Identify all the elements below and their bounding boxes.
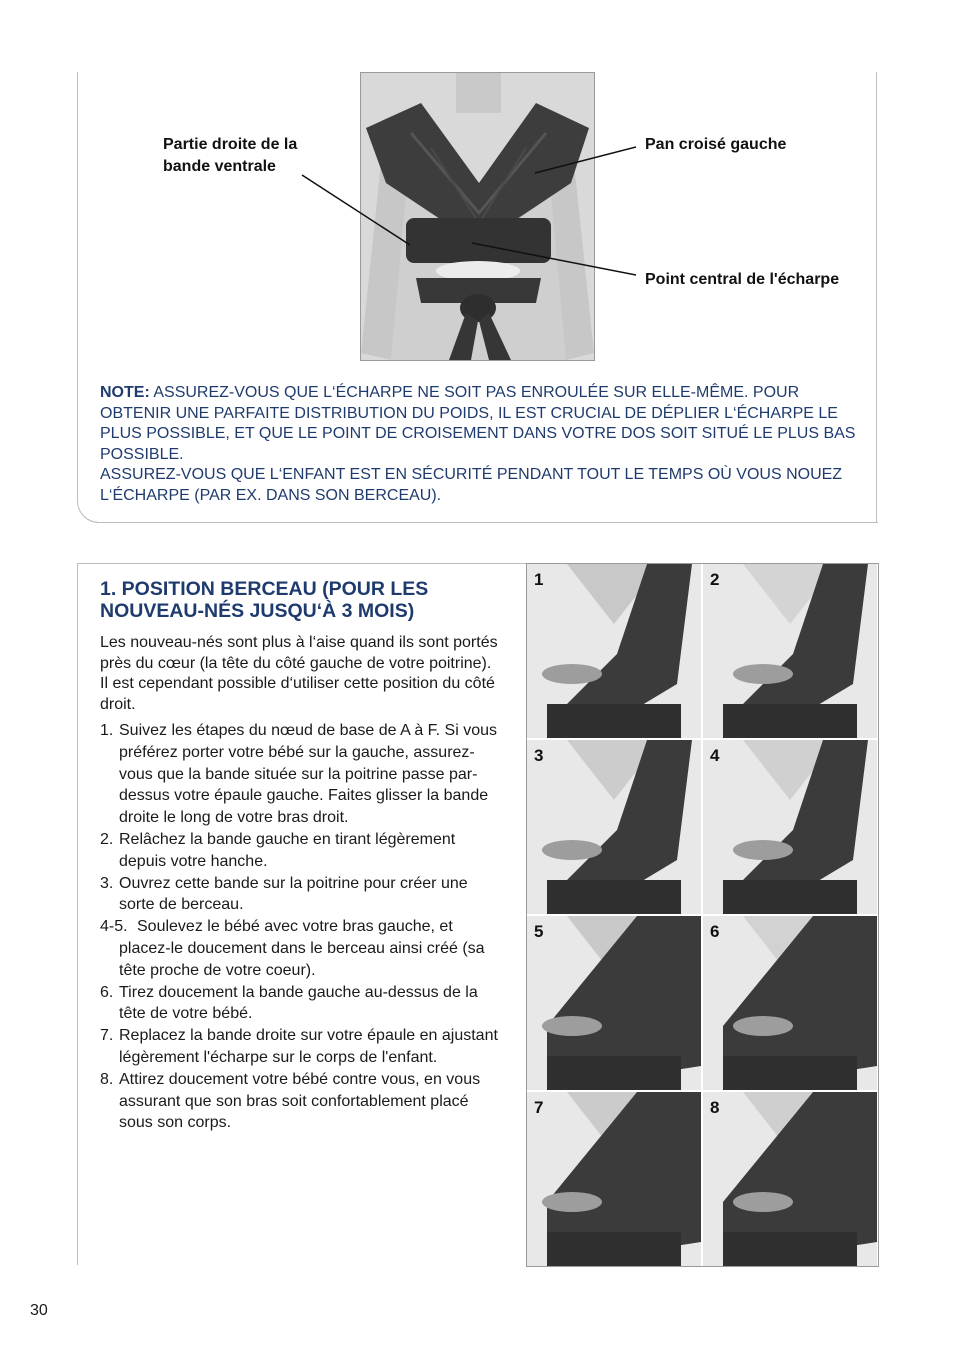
step-photo	[527, 1092, 701, 1266]
step-number: 1.	[100, 722, 114, 739]
step-photo	[703, 564, 877, 738]
step-text: Ouvrez cette bande sur la poitrine pour créer une sorte de berceau.	[119, 874, 468, 914]
safety-note	[100, 383, 860, 506]
step-photo-illustration	[527, 1092, 701, 1266]
step-photo-label: 7	[534, 1098, 544, 1117]
callout-center-point: Point central de l'écharpe	[645, 271, 840, 288]
step-photo	[527, 564, 701, 738]
step-item	[100, 916, 505, 981]
step-photo	[703, 916, 877, 1090]
step-number: 4-5.	[100, 918, 128, 936]
step-photo	[703, 740, 877, 914]
step-photo	[703, 1092, 877, 1266]
step-photo-illustration	[703, 740, 877, 914]
note-text: ASSUREZ-VOUS QUE L‘ÉCHARPE NE SOIT PAS ENROULÉE SUR ELLE-MÊME. POUR OBTENIR UNE PARFAITE DISTRIBUTION DU POIDS, IL EST CRUCIAL DE DÉPLIER L‘ÉCHARPE LE PLUS POSSIBLE, ET QUE LE POINT DE CROISEMENT DANS VOTRE DOS SOIT SITUÉ LE PLUS BAS POSSIBLE.	[100, 384, 856, 463]
step-photo-illustration	[703, 1092, 877, 1266]
step-photo-label: 1	[534, 570, 544, 589]
step-number: 8.	[100, 1070, 114, 1088]
section-left-border	[77, 563, 78, 1265]
step-photo-illustration	[527, 916, 701, 1090]
step-photo-label: 6	[710, 922, 720, 941]
step-number: 2.	[100, 830, 114, 848]
page-number: 30	[30, 1302, 48, 1319]
step-photo	[527, 740, 701, 914]
steps-list	[100, 720, 505, 1134]
step-number: 3.	[100, 874, 114, 892]
step-photo-label: 5	[534, 922, 544, 941]
step-photo-label: 8	[710, 1098, 720, 1117]
section-title: 1. POSITION BERCEAU (POUR LES NOUVEAU-NÉS JUSQU‘À 3 MOIS)	[100, 578, 429, 622]
step-text: Soulevez le bébé avec votre bras gauche, et placez-le doucement dans le berceau ainsi créé (sa tête proche de votre coeur).	[119, 918, 485, 979]
step-text: Relâchez la bande gauche en tirant légèrement depuis votre hanche.	[119, 830, 456, 870]
callout-right-waist-band: Partie droite de la bande ventrale	[163, 136, 298, 175]
step-text: Attirez doucement votre bébé contre vous, en vous assurant que son bras soit confortablement placé sous son corps.	[119, 1070, 481, 1132]
step-text: Suivez les étapes du nœud de base de A à F. Si vous préférez porter votre bébé sur la gauche, assurez-vous que la bande située sur la poitrine passe par-dessus votre épaule gauche. Faites glisser la bande droite le long de votre bras droit.	[119, 722, 498, 827]
step-photo-illustration	[703, 916, 877, 1090]
step-photo	[527, 916, 701, 1090]
step-photo-label: 2	[710, 570, 720, 589]
step-photo-illustration	[527, 564, 701, 738]
step-text: Replacez la bande droite sur votre épaule en ajustant légèrement l'écharpe sur le corps de l'enfant.	[119, 1027, 498, 1066]
step-item	[100, 1069, 505, 1134]
note-label: NOTE:	[100, 384, 150, 401]
section-intro: Les nouveau-nés sont plus à l‘aise quand ils sont portés près du cœur (la tête du côté gauche de votre poitrine). Il est cependant possible d‘utiliser cette position du côté droit.	[100, 634, 498, 713]
step-photo-illustration	[527, 740, 701, 914]
step-photo-grid	[526, 563, 879, 1267]
callout-leader-lines	[0, 0, 954, 400]
step-photo-label: 4	[710, 746, 720, 765]
step-item	[100, 720, 505, 829]
step-item	[100, 829, 505, 873]
step-item	[100, 1025, 505, 1069]
step-number: 6.	[100, 983, 114, 1001]
step-photo-illustration	[703, 564, 877, 738]
step-item	[100, 873, 505, 917]
callout-left-crossed-flap: Pan croisé gauche	[645, 136, 787, 153]
step-number: 7.	[100, 1027, 114, 1045]
step-text: Tirez doucement la bande gauche au-dessus de la tête de votre bébé.	[119, 983, 478, 1023]
step-photo-label: 3	[534, 746, 544, 765]
note-text-2: ASSUREZ-VOUS QUE L‘ENFANT EST EN SÉCURITÉ PENDANT TOUT LE TEMPS OÙ VOUS NOUEZ L‘ÉCHARPE (PAR EX. DANS SON BERCEAU).	[100, 466, 843, 504]
step-item	[100, 982, 505, 1026]
